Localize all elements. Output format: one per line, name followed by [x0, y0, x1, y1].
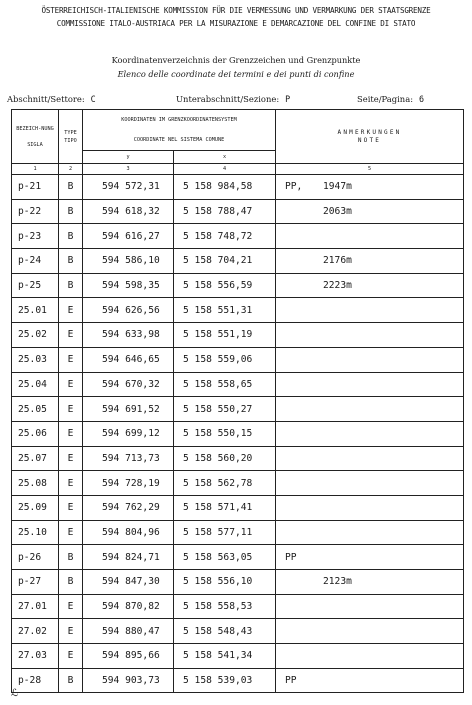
cell-type: E — [59, 644, 83, 669]
header-type — [59, 110, 83, 164]
cell-id: 25.01 — [12, 298, 59, 323]
header-notes-de: ANMERKUNGEN — [337, 128, 402, 136]
cell-id: 25.07 — [12, 446, 59, 471]
cell-id: 25.06 — [12, 421, 59, 446]
cell-id: p-24 — [12, 249, 59, 274]
cell-note — [276, 372, 464, 397]
cell-x: 5 158 541,34 — [174, 644, 276, 669]
table-row — [12, 594, 464, 619]
cell-y: 594 728,19 — [83, 471, 174, 496]
section-value: C — [90, 94, 96, 104]
page-label: Seite/Pagina: — [357, 94, 414, 104]
table-row — [12, 619, 464, 644]
cell-y: 594 586,10 — [83, 249, 174, 274]
cell-y: 594 626,56 — [83, 298, 174, 323]
cell-id: 27.03 — [12, 644, 59, 669]
subsection-value: P — [285, 94, 291, 104]
cell-id: 25.03 — [12, 347, 59, 372]
cell-type: E — [59, 619, 83, 644]
subsection-field — [176, 94, 290, 104]
cell-type: B — [59, 199, 83, 224]
cell-id: 25.02 — [12, 323, 59, 348]
section-label: Abschnitt/Settore: — [7, 94, 85, 104]
cell-x: 5 158 548,43 — [174, 619, 276, 644]
cell-type: E — [59, 372, 83, 397]
table-row — [12, 175, 464, 200]
header-x: x — [174, 151, 276, 164]
col-number-1: 1 — [12, 164, 59, 175]
cell-x: 5 158 558,53 — [174, 594, 276, 619]
header-notes — [276, 110, 464, 164]
cell-x: 5 158 551,19 — [174, 323, 276, 348]
cell-note — [276, 520, 464, 545]
cell-y: 594 646,65 — [83, 347, 174, 372]
cell-note — [276, 471, 464, 496]
table-row — [12, 421, 464, 446]
cell-note — [276, 199, 464, 224]
table-row — [12, 347, 464, 372]
cell-x: 5 158 551,31 — [174, 298, 276, 323]
col-number-3: 3 — [83, 164, 174, 175]
cell-id: p-26 — [12, 545, 59, 570]
cell-x: 5 158 560,20 — [174, 446, 276, 471]
note-elevation: 2063m — [323, 206, 352, 218]
cell-id: 27.02 — [12, 619, 59, 644]
cell-x: 5 158 571,41 — [174, 495, 276, 520]
commission-title-it: COMMISSIONE ITALO-AUSTRIACA PER LA MISURAZIONE E DEMARCAZIONE DEL CONFINE DI STATO — [56, 19, 416, 28]
cell-x: 5 158 539,03 — [174, 668, 276, 693]
cell-x: 5 158 558,65 — [174, 372, 276, 397]
cell-type: E — [59, 520, 83, 545]
col-number-5: 5 — [276, 164, 464, 175]
table-row — [12, 323, 464, 348]
note-elevation: 2176m — [323, 255, 352, 267]
cell-y: 594 804,96 — [83, 520, 174, 545]
cell-id: 25.05 — [12, 397, 59, 422]
cell-type: B — [59, 545, 83, 570]
table-row — [12, 644, 464, 669]
header-id — [12, 110, 59, 164]
col-number-2: 2 — [59, 164, 83, 175]
header-coord-it: COORDINATE NEL SISTEMA COMUNE — [83, 130, 276, 151]
subsection-label: Unterabschnitt/Sezione: — [176, 94, 280, 104]
cell-type: E — [59, 594, 83, 619]
cell-y: 594 691,52 — [83, 397, 174, 422]
cell-y: 594 572,31 — [83, 175, 174, 200]
cell-type: B — [59, 668, 83, 693]
cell-note — [276, 495, 464, 520]
cell-type: B — [59, 273, 83, 298]
cell-y: 594 903,73 — [83, 668, 174, 693]
section-field — [7, 94, 96, 104]
table-row — [12, 446, 464, 471]
note-marker: PP — [285, 675, 297, 687]
cell-id: p-28 — [12, 668, 59, 693]
cell-note — [276, 273, 464, 298]
cell-y: 594 670,32 — [83, 372, 174, 397]
cell-id: p-23 — [12, 224, 59, 249]
corner-mark: ℒ — [11, 688, 19, 699]
cell-id: 25.10 — [12, 520, 59, 545]
cell-note — [276, 545, 464, 570]
cell-note — [276, 224, 464, 249]
document-title-de: Koordinatenverzeichnis der Grenzzeichen und Grenzpunkte — [111, 55, 361, 65]
cell-note — [276, 594, 464, 619]
cell-note — [276, 347, 464, 372]
cell-y: 594 633,98 — [83, 323, 174, 348]
page-value: 6 — [419, 94, 425, 104]
cell-type: E — [59, 495, 83, 520]
table-row — [12, 199, 464, 224]
header-notes-it: NOTE — [357, 136, 382, 144]
table-row — [12, 273, 464, 298]
note-marker: PP, — [285, 181, 303, 193]
cell-x: 5 158 984,58 — [174, 175, 276, 200]
table-row — [12, 520, 464, 545]
cell-type: B — [59, 175, 83, 200]
cell-y: 594 598,35 — [83, 273, 174, 298]
table-row — [12, 397, 464, 422]
cell-y: 594 880,47 — [83, 619, 174, 644]
header-type-de: TYPE — [64, 129, 77, 136]
cell-y: 594 713,73 — [83, 446, 174, 471]
cell-x: 5 158 556,59 — [174, 273, 276, 298]
cell-note — [276, 397, 464, 422]
header-type-it: TIPO — [64, 137, 77, 144]
cell-y: 594 618,32 — [83, 199, 174, 224]
header-id-it: SIGLA — [27, 141, 43, 148]
header-y: y — [83, 151, 174, 164]
table-row — [12, 495, 464, 520]
cell-x: 5 158 577,11 — [174, 520, 276, 545]
cell-note — [276, 249, 464, 274]
cell-x: 5 158 563,05 — [174, 545, 276, 570]
cell-type: E — [59, 347, 83, 372]
cell-x: 5 158 562,78 — [174, 471, 276, 496]
cell-note — [276, 668, 464, 693]
cell-type: E — [59, 298, 83, 323]
cell-id: p-27 — [12, 570, 59, 595]
cell-note — [276, 619, 464, 644]
note-elevation: 2223m — [323, 280, 352, 292]
commission-title-de: ÖSTERREICHISCH-ITALIENISCHE KOMMISSION FÜR DIE VERMESSUNG UND VERMARKUNG DER STAATSGRENZE — [41, 6, 431, 15]
table-row — [12, 545, 464, 570]
cell-y: 594 699,12 — [83, 421, 174, 446]
cell-x: 5 158 556,10 — [174, 570, 276, 595]
note-elevation: 1947m — [323, 181, 352, 193]
cell-note — [276, 644, 464, 669]
cell-note — [276, 421, 464, 446]
cell-note — [276, 298, 464, 323]
cell-y: 594 762,29 — [83, 495, 174, 520]
header-coord-de: KOORDINATEN IM GRENZKOORDINATENSYSTEM — [83, 110, 276, 131]
cell-type: E — [59, 471, 83, 496]
cell-x: 5 158 788,47 — [174, 199, 276, 224]
cell-x: 5 158 748,72 — [174, 224, 276, 249]
cell-id: 25.08 — [12, 471, 59, 496]
table-row — [12, 298, 464, 323]
cell-id: p-22 — [12, 199, 59, 224]
cell-type: E — [59, 446, 83, 471]
cell-note — [276, 570, 464, 595]
cell-note — [276, 446, 464, 471]
cell-type: E — [59, 397, 83, 422]
note-marker: PP — [285, 551, 297, 563]
cell-y: 594 824,71 — [83, 545, 174, 570]
table-row — [12, 471, 464, 496]
cell-y: 594 870,82 — [83, 594, 174, 619]
table-row — [12, 224, 464, 249]
col-number-4: 4 — [174, 164, 276, 175]
cell-y: 594 847,30 — [83, 570, 174, 595]
cell-x: 5 158 704,21 — [174, 249, 276, 274]
page-field — [357, 94, 424, 104]
cell-id: 25.04 — [12, 372, 59, 397]
cell-id: p-21 — [12, 175, 59, 200]
table-row — [12, 372, 464, 397]
table-body — [12, 175, 464, 693]
cell-id: 25.09 — [12, 495, 59, 520]
cell-id: p-25 — [12, 273, 59, 298]
table-row — [12, 668, 464, 693]
table-row — [12, 249, 464, 274]
cell-type: E — [59, 323, 83, 348]
note-elevation: 2123m — [323, 576, 352, 588]
cell-x: 5 158 550,15 — [174, 421, 276, 446]
cell-y: 594 616,27 — [83, 224, 174, 249]
cell-x: 5 158 559,06 — [174, 347, 276, 372]
cell-y: 594 895,66 — [83, 644, 174, 669]
cell-note — [276, 323, 464, 348]
cell-type: B — [59, 224, 83, 249]
document-title-it: Elenco delle coordinate dei termini e dei punti di confine — [117, 69, 355, 79]
table-row — [12, 570, 464, 595]
cell-type: B — [59, 249, 83, 274]
coordinates-table — [11, 109, 464, 693]
header-id-de: BEZEICH-NUNG — [16, 125, 54, 132]
cell-type: B — [59, 570, 83, 595]
cell-note — [276, 175, 464, 200]
cell-id: 27.01 — [12, 594, 59, 619]
cell-type: E — [59, 421, 83, 446]
cell-x: 5 158 550,27 — [174, 397, 276, 422]
